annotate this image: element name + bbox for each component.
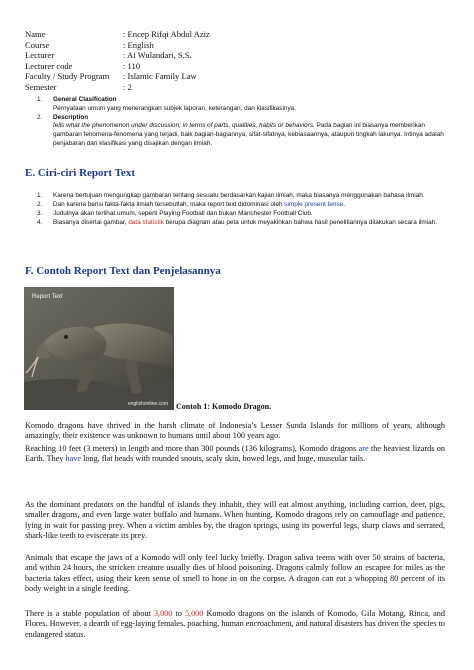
komodo-dragon-image — [24, 287, 174, 410]
highlighted-word: have — [65, 454, 82, 464]
text-part: Karena bertujuan mengungkap gambaran tentang sesuatu berdasarkan kajian ilmiah, maka biasanya menggunakan bahasa ilmiah. — [53, 192, 425, 199]
info-row-lecturer — [25, 50, 210, 61]
list-number: 4. — [37, 218, 43, 226]
highlighted-term: simple present tense — [284, 200, 344, 208]
highlighted-number: 5,000 — [184, 609, 204, 618]
list-item-text — [53, 210, 313, 219]
info-row-semester — [25, 82, 210, 93]
text-part: berupa diagram atau peta untuk meyakinkan bahwa hasil penelitiannya dilakukan secara ilmiah. — [163, 218, 438, 226]
info-value: : Encep Rifqi Abdul Aziz — [123, 29, 210, 39]
highlighted-term: data statistik — [128, 218, 164, 226]
info-value: : English — [123, 39, 154, 50]
info-label: Semester — [25, 81, 57, 92]
description-italic: tells what the phenomenon under discussion; in terms of parts, qualities, habits or behaviors. — [53, 122, 315, 130]
info-value: : 2 — [123, 81, 132, 92]
text-part: Reaching 10 feet (3 meters) in length and more than 300 pounds (136 kilograms), Komodo dragons — [25, 444, 359, 453]
section-heading: E. Ciri-ciri Report Text — [25, 167, 135, 179]
text-part: Biasanya disertai gambar, — [53, 218, 129, 226]
list-item-title: General Clasification — [53, 96, 117, 103]
text-part: the heaviest lizards on Earth. They — [25, 444, 445, 464]
list-item — [37, 201, 455, 210]
info-row-lecturer-code — [25, 61, 210, 72]
image-caption: Contoh 1: Komodo Dragon. — [176, 402, 272, 411]
highlighted-word: are — [358, 444, 369, 453]
highlighted-number: 3,000 — [153, 609, 173, 618]
list-number: 2. — [37, 200, 43, 208]
text-part: Komodo dragons on the islands of Komodo, Gila Motang, Rinca, and Flores. However, a dearth of egg-laying females, poaching, human encroachment, and natural disasters has driven the species to endangered status. — [25, 609, 445, 639]
text-part: There is a stable population of about — [25, 609, 154, 618]
list-number: 2. — [37, 113, 43, 121]
text-part: . — [343, 200, 345, 208]
list-item-title: Description — [53, 113, 89, 121]
list-number: 1. — [37, 96, 43, 103]
text-part: long, flat heads with rounded snouts, scaly skin, bowed legs, and huge, muscular tails. — [81, 454, 366, 464]
list-item — [37, 96, 455, 105]
info-value: : Ai Wulandari, S.S. — [123, 50, 192, 61]
text-part: Judulnya akan terlihat umum, seperti Playing Football dan bukan Manchester Football Club. — [53, 209, 313, 217]
text-part: Dan karena berisi fakta-fakta ilmiah tersebutlah, maka report text didominasi oleh — [53, 200, 285, 208]
student-info — [25, 29, 210, 93]
list-number: 3. — [37, 209, 43, 217]
paragraph: Komodo dragons have thrived in the harsh climate of Indonesia’s Lesser Sunda Islands for millions of years, although amazingly, their existence was unknown to humans until about 100 years ago. — [25, 421, 445, 441]
structure-list — [37, 96, 455, 149]
characteristics-list — [37, 192, 455, 228]
list-item-text — [53, 201, 345, 210]
description-text: Pada bagian ini biasanya memberikan gambaran fenomena-fenomena yang terjadi, baik bagian-bagiannya, sifat-sifatnya, kebiasaannya, ataupun tingkah lakunya. Intinya adalah penjabaran dari klasifikasi yang disajikan dengan ilmiah. — [53, 122, 444, 147]
list-item — [37, 192, 455, 201]
list-number: 1. — [37, 192, 43, 199]
section-heading: F. Contoh Report Text dan Penjelasannya — [25, 265, 221, 277]
info-label: Lecturer — [25, 50, 55, 61]
info-label: Course — [25, 39, 50, 50]
list-item — [37, 114, 455, 123]
komodo-illustration — [24, 287, 174, 410]
info-value: : 110 — [123, 60, 141, 71]
info-label: Faculty / Study Program — [25, 71, 110, 82]
info-row-faculty — [25, 71, 210, 82]
info-label: Name — [25, 29, 46, 39]
list-item-text — [53, 192, 425, 201]
info-value: : Islamic Family Law — [123, 71, 197, 82]
list-item-body: Pernyataan umum yang menerangkan subjek laporan, keterangan, dan klasifikasinya. — [53, 104, 296, 112]
paragraph — [25, 444, 445, 465]
paragraph — [25, 609, 445, 640]
text-part: to — [172, 609, 185, 618]
info-row-name — [25, 29, 210, 40]
image-label: Report Text — [32, 294, 63, 300]
list-item — [37, 219, 455, 228]
list-item-text — [53, 219, 437, 228]
paragraph: As the dominant predators on the handful of islands they inhabit, they will eat almost anything, including carrion, deer, pigs, smaller dragons, and even large water buffalo and humans. When hunting, Komodo dragons rely on camouflage and patience, lying in wait for passing prey. When a victim ambles by, the dragon springs, using its powerful legs, sharp claws and serrated, shark-like teeth to eviscerate its prey. — [25, 500, 445, 541]
list-item-body — [53, 122, 455, 148]
info-row-course — [25, 40, 210, 51]
list-item — [37, 210, 455, 219]
info-label: Lecturer code — [25, 60, 73, 71]
image-watermark: englishonline.com — [127, 401, 168, 407]
paragraph: Animals that escape the jaws of a Komodo will only feel lucky briefly. Dragon saliva teems with over 50 strains of bacteria, and within 24 hours, the stricken creature usually dies of blood poisoning. Dragons calmly follow an escapee for miles as the bacteria takes effect, using their keen sense of smell to hone in on the corpse. A dragon can eat a whopping 80 percent of its body weight in a single feeding. — [25, 553, 445, 594]
